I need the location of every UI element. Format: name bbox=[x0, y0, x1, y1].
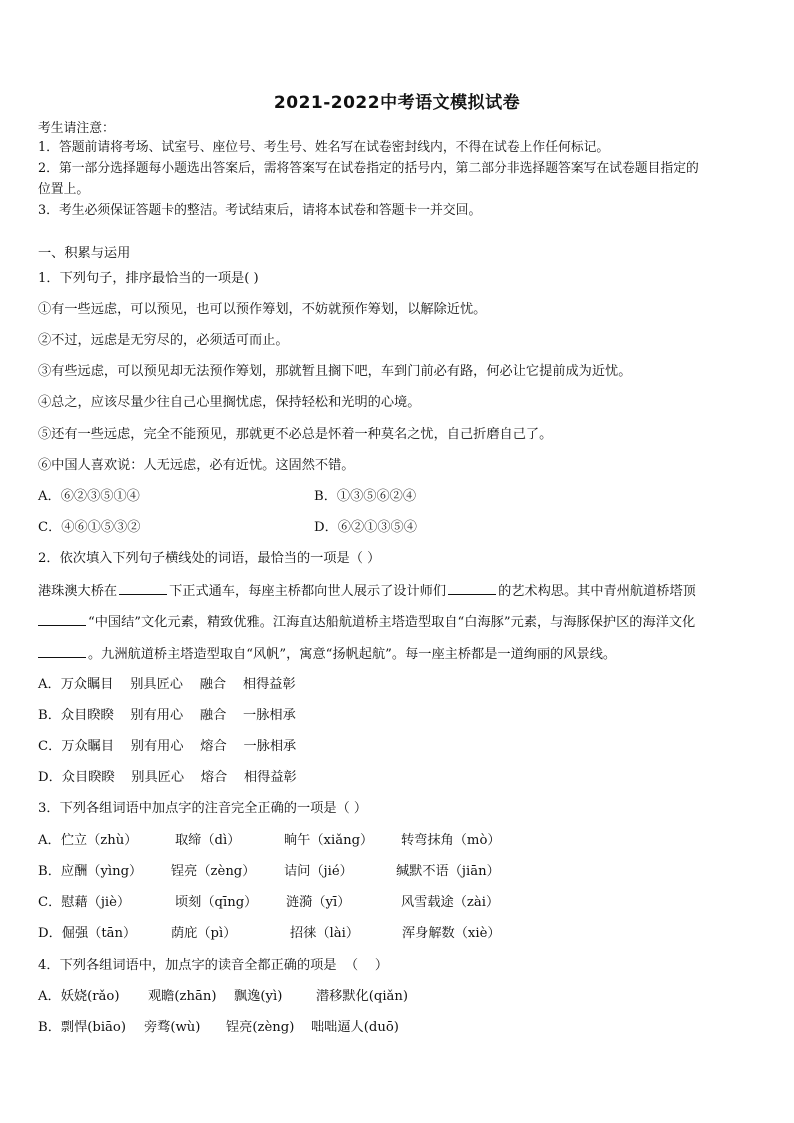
q2-option-d: D．众目睽睽 别具匠心 熔合 相得益彰 bbox=[38, 770, 297, 785]
q1-sentence-3: ③有些远虑，可以预见却无法预作筹划，那就暂且搁下吧，车到门前必有路，何必让它提前成为近忧。 bbox=[38, 364, 632, 379]
q4-stem: 4．下列各组词语中，加点字的读音全都正确的项是 （ ） bbox=[38, 958, 389, 973]
page-title: 2021-2022中考语文模拟试卷 bbox=[273, 93, 521, 113]
q4-b-4: 咄咄逼人(duō) bbox=[311, 1020, 399, 1035]
q4-b-2: 旁骛(wù) bbox=[144, 1020, 201, 1035]
section-heading: 一、积累与运用 bbox=[38, 246, 131, 261]
q1-option-b: B．①③⑤⑥②④ bbox=[314, 489, 417, 504]
q4-b-1: B．剽悍(biāo) bbox=[38, 1020, 127, 1035]
q3-a-3: 晌午（xiǎng） bbox=[284, 833, 374, 848]
q3-c-4: 风雪载途（zài） bbox=[401, 895, 500, 910]
q3-b-3: 诘问（jié） bbox=[284, 864, 353, 879]
q2-passage-part-b: 下正式通车，每座主桥都向世人展示了设计师们 bbox=[169, 584, 447, 599]
q3-c-2: 顷刻（qīng） bbox=[175, 895, 258, 910]
q1-sentence-1: ①有一些远虑，可以预见，也可以预作筹划，不妨就预作筹划，以解除近忧。 bbox=[38, 302, 487, 317]
notice-item-1: 1．答题前请将考场、试室号、座位号、考生号、姓名写在试卷密封线内，不得在试卷上作任何标记。 bbox=[38, 140, 610, 155]
q2-passage-part-e: 。九洲航道桥主塔造型取自“风帆”，寓意“扬帆起航”。每一座主桥都是一道绚丽的风景线。 bbox=[88, 647, 617, 662]
q4-a-2: 观瞻(zhān) bbox=[148, 989, 217, 1004]
q1-sentence-6: ⑥中国人喜欢说：人无远虑，必有近忧。这固然不错。 bbox=[38, 458, 355, 473]
notice-item-2-cont: 位置上。 bbox=[38, 182, 90, 197]
q1-option-d: D．⑥②①③⑤④ bbox=[314, 520, 417, 535]
q1-stem: 1．下列句子，排序最恰当的一项是( ) bbox=[38, 271, 259, 286]
q4-b-3: 锃亮(zèng) bbox=[226, 1020, 295, 1035]
q2-stem: 2．依次填入下列句子横线处的词语，最恰当的一项是（ ） bbox=[38, 551, 381, 566]
q3-b-1: B．应酬（yìng） bbox=[38, 864, 143, 879]
q1-option-a: A．⑥②③⑤①④ bbox=[38, 489, 140, 504]
q3-a-4: 转弯抹角（mò） bbox=[401, 833, 501, 848]
q3-c-3: 涟漪（yī） bbox=[286, 895, 351, 910]
fill-blank-2 bbox=[448, 582, 496, 595]
q2-option-a: A．万众瞩目 别具匠心 融合 相得益彰 bbox=[38, 677, 296, 692]
q4-a-1: A．妖娆(rǎo) bbox=[38, 989, 120, 1004]
q1-sentence-4: ④总之，应该尽量少往自己心里搁忧虑，保持轻松和光明的心境。 bbox=[38, 395, 421, 410]
q3-d-3: 招徕（lài） bbox=[290, 926, 360, 941]
q3-c-1: C．慰藉（jiè） bbox=[38, 895, 131, 910]
notice-item-3: 3．考生必须保证答题卡的整洁。考试结束后，请将本试卷和答题卡一并交回。 bbox=[38, 203, 482, 218]
q1-option-c: C．④⑥①⑤③② bbox=[38, 520, 141, 535]
fill-blank-3 bbox=[38, 613, 86, 626]
q2-option-c: C．万众瞩目 别有用心 熔合 一脉相承 bbox=[38, 739, 297, 754]
q4-a-4: 潜移默化(qiǎn) bbox=[316, 989, 409, 1004]
q2-passage-part-d: “中国结”文化元素，精致优雅。江海直达船航道桥主塔造型取自“白海豚”元素，与海豚保护区的海洋文化 bbox=[88, 615, 696, 630]
q2-option-b: B．众目睽睽 别有用心 融合 一脉相承 bbox=[38, 708, 296, 723]
notice-heading: 考生请注意： bbox=[38, 121, 115, 136]
q2-passage-line-1 bbox=[38, 582, 696, 601]
q1-sentence-5: ⑤还有一些远虑，完全不能预见，那就更不必总是怀着一种莫名之忧，自己折磨自己了。 bbox=[38, 427, 553, 442]
notice-item-2: 2．第一部分选择题每小题选出答案后，需将答案写在试卷指定的括号内，第二部分非选择题答案写在试卷题目指定的 bbox=[38, 161, 699, 176]
fill-blank-1 bbox=[119, 582, 167, 595]
fill-blank-4 bbox=[38, 645, 86, 658]
q3-a-1: A．伫立（zhù） bbox=[38, 833, 138, 848]
q4-a-3: 飘逸(yì) bbox=[234, 989, 283, 1004]
q3-b-4: 缄默不语（jiān） bbox=[396, 864, 500, 879]
q2-passage-part-a: 港珠澳大桥在 bbox=[38, 584, 118, 599]
q3-a-2: 取缔（dì） bbox=[175, 833, 241, 848]
q3-b-2: 锃亮（zèng） bbox=[171, 864, 256, 879]
q3-stem: 3．下列各组词语中加点字的注音完全正确的一项是（ ） bbox=[38, 801, 368, 816]
q3-d-1: D．倔强（tān） bbox=[38, 926, 137, 941]
q2-passage-line-3 bbox=[38, 645, 616, 664]
q2-passage-part-c: 的艺术构思。其中青州航道桥塔顶 bbox=[498, 584, 696, 599]
q3-d-2: 荫庇（pì） bbox=[171, 926, 237, 941]
q2-passage-line-2 bbox=[38, 613, 695, 632]
q1-sentence-2: ②不过，远虑是无穷尽的，必须适可而止。 bbox=[38, 333, 289, 348]
q3-d-4: 浑身解数（xiè） bbox=[402, 926, 501, 941]
